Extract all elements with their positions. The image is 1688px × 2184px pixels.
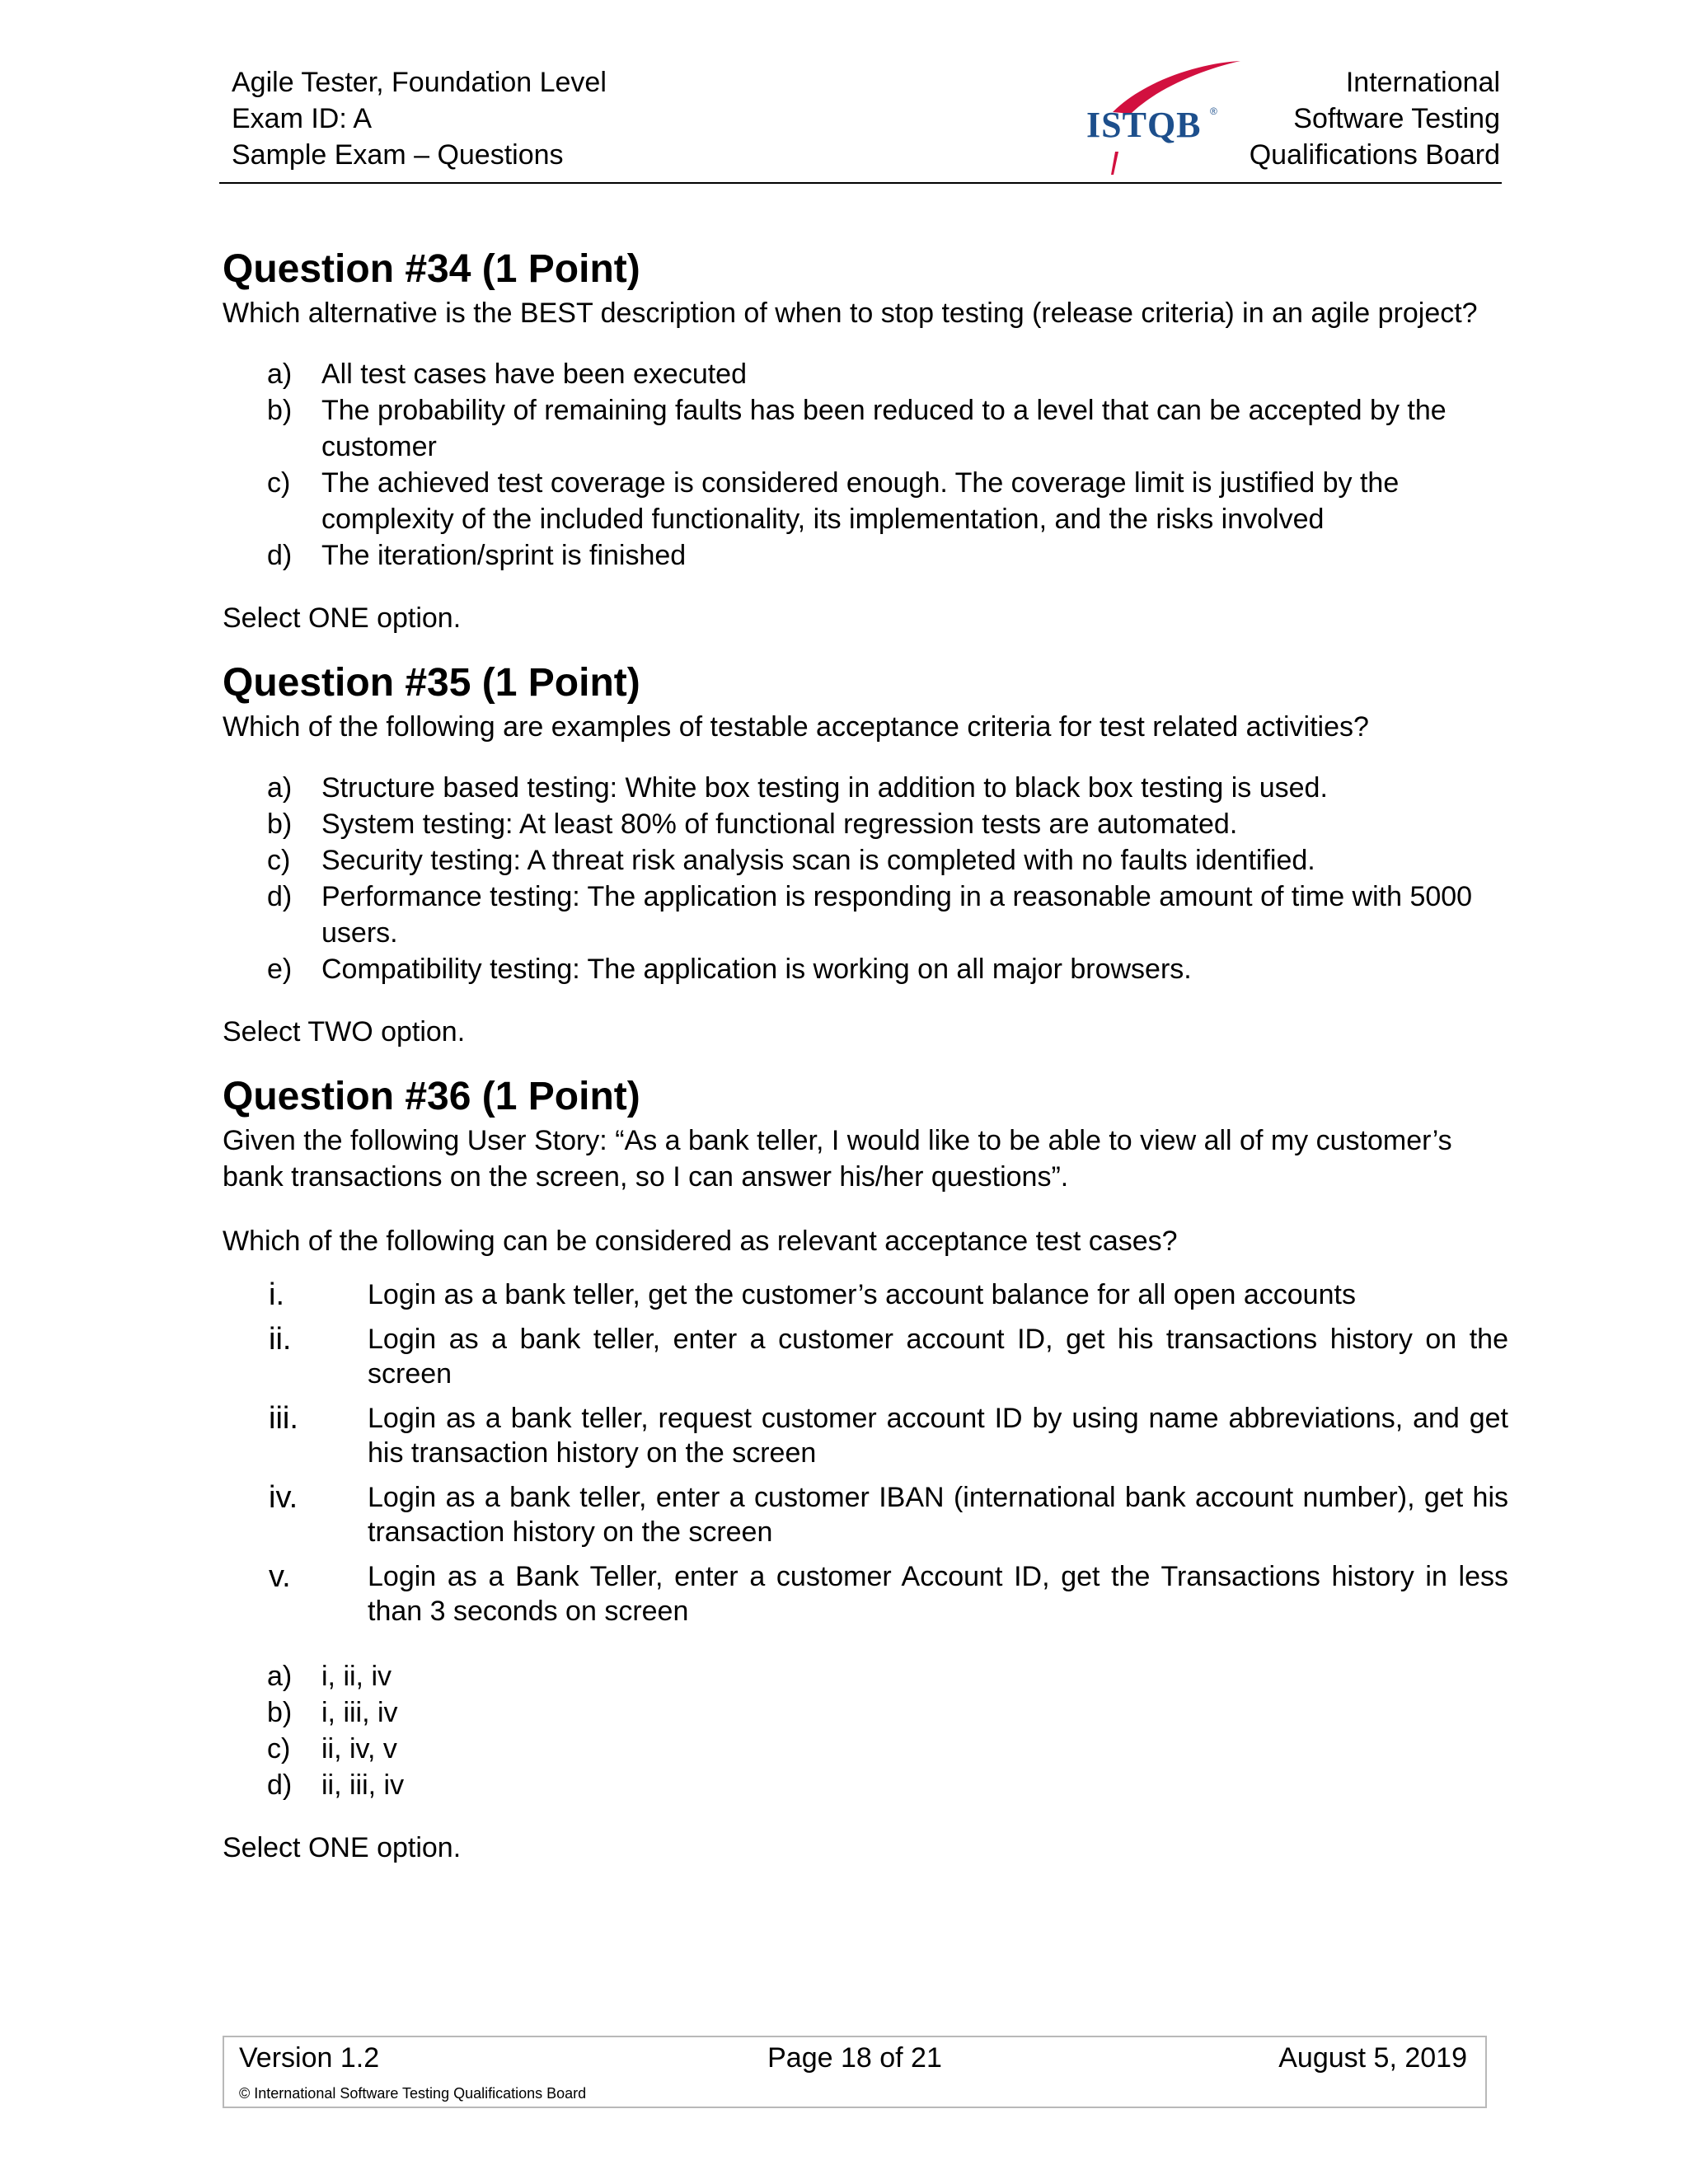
option-text: ii, iv, v: [321, 1733, 397, 1765]
option-text: The iteration/sprint is finished: [321, 540, 687, 571]
istqb-logo-text: ISTQB: [1086, 105, 1202, 145]
question-35: [223, 658, 1508, 1050]
answer-options: [267, 356, 1508, 574]
test-case-item: [269, 1322, 1508, 1391]
test-case-item: [269, 1277, 1508, 1312]
questions-content: [223, 244, 1508, 1866]
option-label: c): [267, 467, 291, 499]
question-prompt: Which of the following can be considered as relevant acceptance test cases?: [223, 1226, 1178, 1257]
registered-mark: ®: [1210, 105, 1217, 117]
answer-options: [267, 770, 1508, 987]
case-label: i.: [269, 1277, 284, 1312]
answer-option: [267, 770, 1508, 806]
header-doc-type: Sample Exam – Questions: [232, 139, 564, 171]
option-label: a): [267, 772, 293, 804]
answer-option: [267, 879, 1508, 951]
header-divider: [219, 182, 1502, 184]
answer-options: [267, 1658, 1508, 1803]
option-text: The achieved test coverage is considered enough. The coverage limit is justified by the complexity of the included functionality, its implementation, and the risks involved: [321, 467, 1400, 535]
answer-option: [267, 356, 1508, 392]
header-org-line1: International: [1345, 67, 1500, 98]
answer-option: [267, 1731, 1508, 1767]
test-case-item: [269, 1401, 1508, 1470]
option-label: d): [267, 881, 293, 912]
case-label: iii.: [269, 1401, 298, 1436]
case-label: iv.: [269, 1480, 298, 1515]
answer-option: [267, 1694, 1508, 1731]
case-text: Login as a bank teller, enter a customer account ID, get his transactions history on the screen: [368, 1324, 1508, 1390]
option-text: All test cases have been executed: [321, 359, 747, 390]
option-text: ii, iii, iv: [321, 1769, 405, 1801]
answer-option: [267, 1658, 1508, 1694]
question-text: Given the following User Story: “As a bank teller, I would like to be able to view all of my customer’s bank transactions on the screen, so I can answer his/her questions”.: [223, 1125, 1452, 1193]
answer-option: [267, 951, 1508, 987]
question-title: Question #34 (1 Point): [223, 247, 640, 291]
option-label: e): [267, 954, 293, 985]
option-label: a): [267, 1661, 293, 1692]
option-label: d): [267, 540, 293, 571]
option-text: Compatibility testing: The application is working on all major browsers.: [321, 954, 1192, 985]
option-label: a): [267, 359, 293, 390]
case-label: v.: [269, 1559, 291, 1594]
footer-page-number: Page 18 of 21: [767, 2042, 942, 2074]
answer-option: [267, 465, 1508, 537]
select-instruction: Select ONE option.: [223, 1832, 462, 1863]
option-text: i, ii, iv: [321, 1661, 392, 1692]
option-text: Structure based testing: White box testing in addition to black box testing is used.: [321, 772, 1328, 804]
footer-date: August 5, 2019: [1278, 2042, 1467, 2074]
header-left: [232, 64, 607, 173]
question-text: Which alternative is the BEST description of when to stop testing (release criteria) in an agile project?: [223, 298, 1478, 329]
case-label: ii.: [269, 1322, 292, 1357]
question-text: Which of the following are examples of testable acceptance criteria for test related activities?: [223, 711, 1369, 743]
case-text: Login as a Bank Teller, enter a customer Account ID, get the Transactions history in less than 3 seconds on screen: [368, 1561, 1508, 1627]
test-case-item: [269, 1480, 1508, 1549]
header-exam-id: Exam ID: A: [232, 103, 373, 134]
case-text: Login as a bank teller, enter a customer IBAN (international bank account number), get his transaction history on the screen: [368, 1482, 1508, 1548]
option-label: b): [267, 1697, 293, 1728]
case-text: Login as a bank teller, request customer account ID by using name abbreviations, and get his transaction history on the screen: [368, 1403, 1508, 1469]
header-org-line3: Qualifications Board: [1249, 139, 1500, 171]
answer-option: [267, 392, 1508, 465]
footer-copyright: © International Software Testing Qualifications Board: [239, 2085, 587, 2102]
header-right: [1250, 64, 1500, 173]
option-text: Performance testing: The application is responding in a reasonable amount of time with 5000 users.: [321, 881, 1473, 949]
header-org-line2: Software Testing: [1293, 103, 1500, 134]
case-text: Login as a bank teller, get the customer’s account balance for all open accounts: [368, 1279, 1356, 1310]
answer-option: [267, 842, 1508, 879]
question-title: Question #35 (1 Point): [223, 661, 640, 705]
answer-option: [267, 806, 1508, 842]
option-label: c): [267, 1733, 291, 1765]
question-title: Question #36 (1 Point): [223, 1075, 640, 1118]
acceptance-test-cases: [269, 1277, 1508, 1629]
footer-version: Version 1.2: [239, 2042, 380, 2074]
option-text: i, iii, iv: [321, 1697, 398, 1728]
option-label: b): [267, 808, 293, 840]
select-instruction: Select ONE option.: [223, 602, 462, 634]
test-case-item: [269, 1559, 1508, 1629]
header-course: Agile Tester, Foundation Level: [232, 67, 607, 98]
option-label: d): [267, 1769, 293, 1801]
option-text: Security testing: A threat risk analysis scan is completed with no faults identified.: [321, 845, 1315, 876]
option-text: The probability of remaining faults has been reduced to a level that can be accepted by the customer: [321, 395, 1447, 462]
option-text: System testing: At least 80% of functional regression tests are automated.: [321, 808, 1238, 840]
question-34: [223, 244, 1508, 636]
option-label: c): [267, 845, 291, 876]
answer-option: [267, 1767, 1508, 1803]
page-footer: [223, 2036, 1487, 2108]
option-label: b): [267, 395, 293, 426]
answer-option: [267, 537, 1508, 574]
question-36: [223, 1071, 1508, 1866]
select-instruction: Select TWO option.: [223, 1016, 466, 1047]
